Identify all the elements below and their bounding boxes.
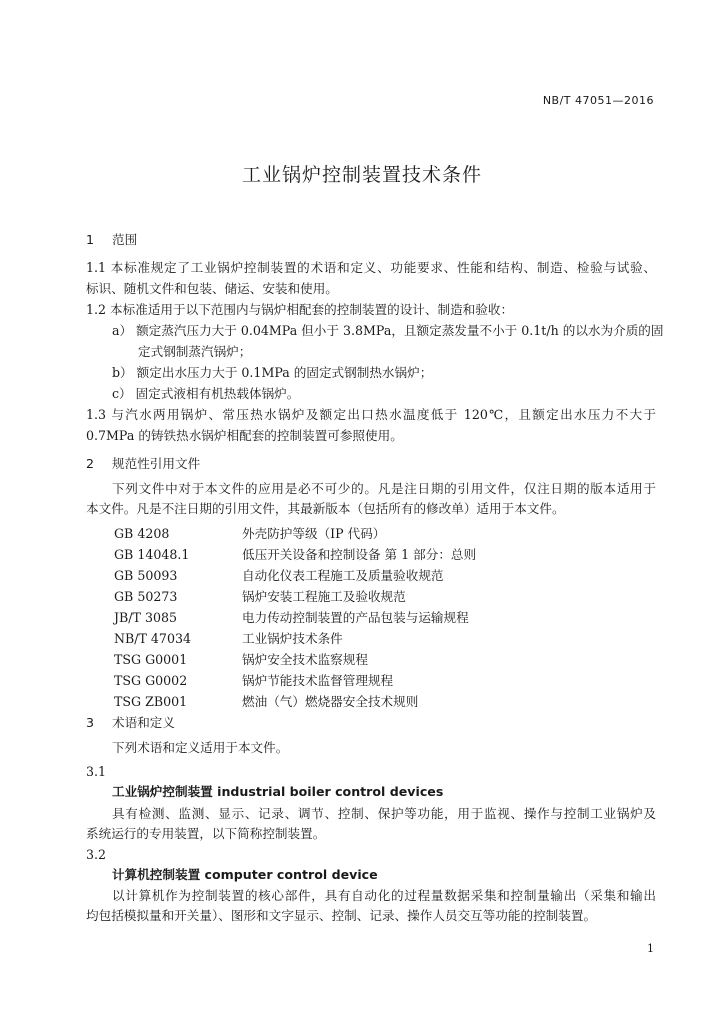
references-intro-line-1: 下列文件中对于本文件的应用是必不可少的。凡是注日期的引用文件，仅注日期的版本适用于 [112,481,656,496]
reference-title: 低压开关设备和控制设备 第 1 部分：总则 [242,547,477,562]
section-3-heading [86,717,175,730]
reference-row [114,628,343,647]
term-title: 计算机控制装置 computer control device [112,867,378,882]
reference-title: 锅炉节能技术监督管理规程 [242,673,394,688]
term-definition-line-1: 以计算机作为控制装置的核心部件，具有自动化的过程量数据采集和控制量输出（采集和输出 [112,888,656,903]
term-definition-line-2: 系统运行的专用装置，以下简称控制装置。 [86,826,326,841]
term-definition-line-1: 具有检测、监测、显示、记录、调节、控制、保护等功能，用于监视、操作与控制工业锅炉及 [112,806,656,821]
reference-title: 电力传动控制装置的产品包装与运输规程 [242,610,469,625]
section-2-heading [86,458,200,471]
list-item-b: b） 额定出水压力大于 0.1MPa 的固定式钢制热水锅炉； [112,365,433,380]
section-title: 范围 [112,232,138,247]
term-number: 3.1 [86,764,107,779]
references-intro-line-2: 本文件。凡是不注日期的引用文件，其最新版本（包括所有的修改单）适用于本文件。 [86,501,565,516]
reference-row [114,523,385,542]
reference-code: TSG G0002 [114,673,188,688]
reference-code: JB/T 3085 [114,610,177,625]
reference-row [114,565,444,584]
clause-1-2: 1.2 本标准适用于以下范围内与锅炉相配套的控制装置的设计、制造和验收： [86,302,514,317]
clause-1-3-line-2: 0.7MPa 的铸铁热水锅炉相配套的控制装置可参照使用。 [86,428,403,443]
section-number: 3 [86,715,95,730]
reference-title: 燃油（气）燃烧器安全技术规则 [242,694,419,709]
reference-code: GB 4208 [114,526,170,541]
reference-code: GB 50273 [114,589,178,604]
reference-code: GB 50093 [114,568,178,583]
page-number: 1 [647,942,654,955]
reference-code: GB 14048.1 [114,547,190,562]
section-1-heading [86,234,137,247]
reference-title: 锅炉安全技术监察规程 [242,652,368,667]
section-title: 术语和定义 [112,715,175,730]
reference-title: 自动化仪表工程施工及质量验收规范 [242,568,444,583]
term-number: 3.2 [86,847,107,862]
list-item-c: c） 固定式液相有机热载体锅炉。 [112,386,300,401]
reference-row [114,607,469,626]
reference-row [114,670,393,689]
term-title: 工业锅炉控制装置 industrial boiler control devices [112,784,444,799]
terms-intro: 下列术语和定义适用于本文件。 [112,740,289,755]
standard-code: NB/T 47051—2016 [542,94,654,107]
reference-row [114,649,368,668]
reference-row [114,691,418,710]
reference-code: TSG ZB001 [114,694,188,709]
reference-title: 外壳防护等级（IP 代码） [242,526,386,541]
clause-1-3-line-1: 1.3 与汽水两用锅炉、常压热水锅炉及额定出口热水温度低于 120℃，且额定出水压力不大于 [86,407,656,422]
clause-1-1-line-2: 标识、随机文件和包装、储运、安装和使用。 [86,281,338,296]
reference-row [114,544,476,563]
list-item-a-line-2: 定式钢制蒸汽锅炉； [138,344,252,359]
clause-1-1-line-1: 1.1 本标准规定了工业锅炉控制装置的术语和定义、功能要求、性能和结构、制造、检验与试验、 [86,260,656,275]
section-number: 2 [86,456,95,471]
reference-code: TSG G0001 [114,652,188,667]
section-title: 规范性引用文件 [112,456,201,471]
reference-code: NB/T 47034 [114,631,191,646]
section-number: 1 [86,232,95,247]
term-definition-line-2: 均包括模拟量和开关量）、图形和文字显示、控制、记录、操作人员交互等功能的控制装置。 [86,908,597,923]
document-title: 工业锅炉控制装置技术条件 [241,164,482,186]
reference-row [114,586,406,605]
reference-title: 锅炉安装工程施工及验收规范 [242,589,406,604]
reference-title: 工业锅炉技术条件 [242,631,343,646]
list-item-a-line-1: a） 额定蒸汽压力大于 0.04MPa 但小于 3.8MPa，且额定蒸发量不小于 0.1t/h 的以水为介质的固 [112,323,664,338]
